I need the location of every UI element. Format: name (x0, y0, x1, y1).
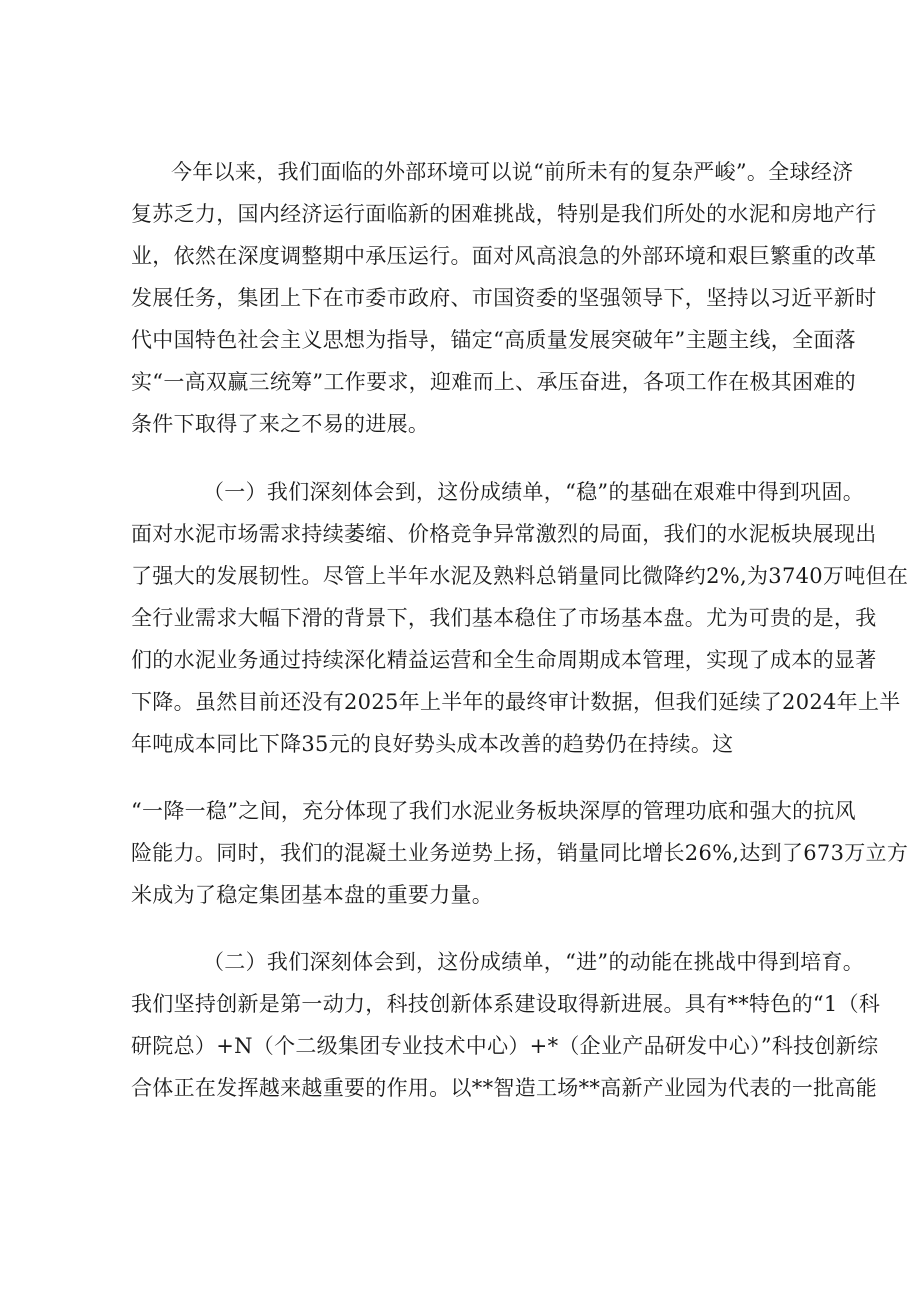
paragraph-4-line-3: 研院总）+N（个二级集团专业技术中心）+*（企业产品研发中心）”科技创新综 (131, 1034, 879, 1058)
paragraph-2-line-2: 面对水泥市场需求持续萎缩、价格竞争异常激烈的局面，我们的水泥板块展现出 (131, 522, 877, 546)
paragraph-2-line-3: 了强大的发展韧性。尽管上半年水泥及熟料总销量同比微降约2%,为3740万吨但在 (131, 564, 909, 588)
paragraph-2-line-4: 全行业需求大幅下滑的背景下，我们基本稳住了市场基本盘。尤为可贵的是，我 (131, 606, 877, 630)
paragraph-1-line-7: 条件下取得了来之不易的进展。 (131, 412, 430, 436)
paragraph-1-line-6: 实“一高双赢三统筹”工作要求，迎难而上、承压奋进，各项工作在极其困难的 (131, 370, 856, 394)
paragraph-1-line-1: 今年以来，我们面临的外部环境可以说“前所未有的复杂严峻”。全球经济 (171, 160, 854, 184)
paragraph-1-line-2: 复苏乏力，国内经济运行面临新的困难挑战，特别是我们所处的水泥和房地产行 (131, 202, 877, 226)
paragraph-2-line-6: 下降。虽然目前还没有2025年上半年的最终审计数据，但我们延续了2024年上半 (131, 690, 901, 714)
paragraph-2-line-5: 们的水泥业务通过持续深化精益运营和全生命周期成本管理，实现了成本的显著 (131, 648, 877, 672)
paragraph-4-line-2: 我们坚持创新是第一动力，科技创新体系建设取得新进展。具有**特色的“1（科 (131, 992, 881, 1016)
paragraph-3-line-3: 米成为了稳定集团基本盘的重要力量。 (131, 883, 494, 907)
paragraph-3-line-1: “一降一稳”之间，充分体现了我们水泥业务板块深厚的管理功底和强大的抗风 (131, 799, 856, 823)
paragraph-1-line-3: 业，依然在深度调整期中承压运行。面对风高浪急的外部环境和艰巨繁重的改革 (131, 244, 877, 268)
section-2-heading: （二）我们深刻体会到，这份成绩单，“进”的动能在挑战中得到培育。 (203, 950, 865, 974)
paragraph-3-line-2: 险能力。同时，我们的混凝土业务逆势上扬，销量同比增长26%,达到了673万立方 (131, 841, 909, 865)
paragraph-4-line-4: 合体正在发挥越来越重要的作用。以**智造工场**高新产业园为代表的一批高能 (131, 1076, 878, 1100)
paragraph-1-line-4: 发展任务，集团上下在市委市政府、市国资委的坚强领导下，坚持以习近平新时 (131, 286, 877, 310)
paragraph-2-line-7: 年吨成本同比下降35元的良好势头成本改善的趋势仍在持续。这 (131, 732, 734, 756)
paragraph-1-line-5: 代中国特色社会主义思想为指导，锚定“高质量发展突破年”主题主线，全面落 (131, 328, 856, 352)
section-1-heading: （一）我们深刻体会到，这份成绩单，“稳”的基础在艰难中得到巩固。 (203, 480, 865, 504)
